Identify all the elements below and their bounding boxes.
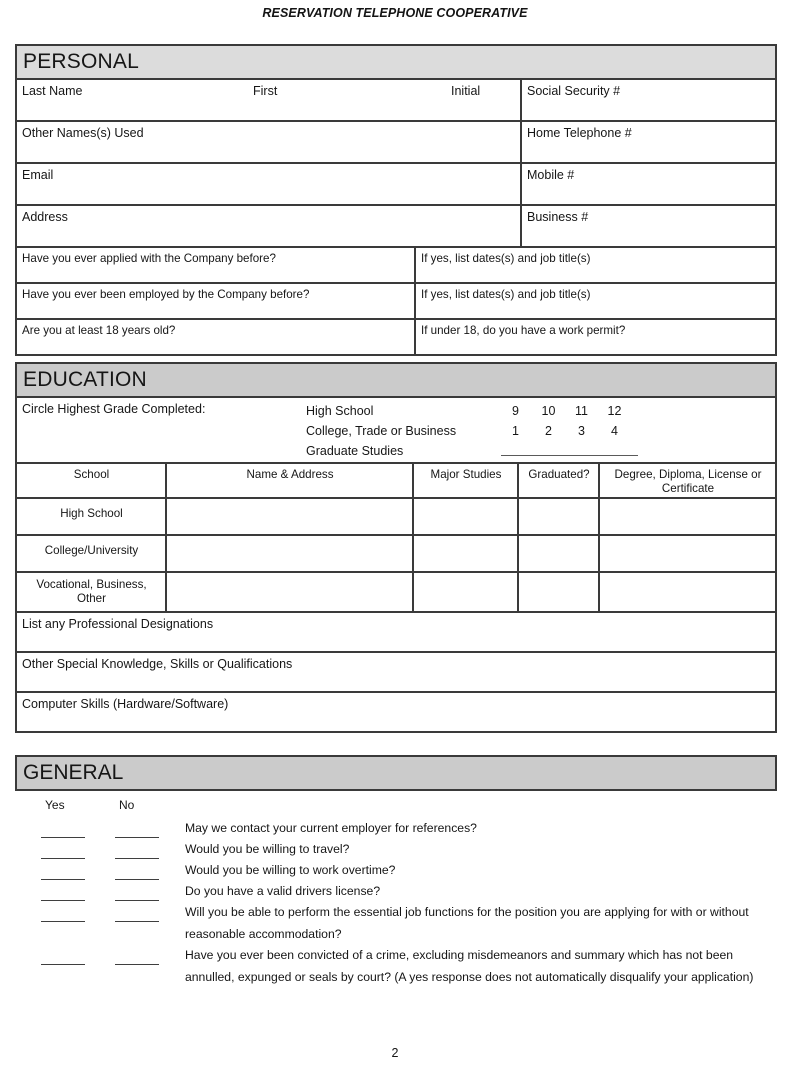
circle-grade-label: Circle Highest Grade Completed: xyxy=(22,402,206,416)
column-header-graduated: Graduated? xyxy=(517,464,598,497)
employed-before-followup-label: If yes, list dates(s) and job title(s) xyxy=(421,288,591,301)
home-telephone-label: Home Telephone # xyxy=(527,126,632,140)
table-row xyxy=(17,613,775,653)
social-security-cell[interactable] xyxy=(520,80,775,120)
employed-before-followup-cell[interactable] xyxy=(414,284,775,318)
general-question-text: Will you be able to perform the essential job functions for the position you are applying for with or without reasonable accommodation? xyxy=(185,905,749,941)
personal-section xyxy=(15,44,777,356)
no-blank[interactable] xyxy=(115,964,159,965)
general-question-text: Have you ever been convicted of a crime, excluding misdemeanors and summary which has not been annulled, expunged or seals by court? (A yes response does not automatically disqualify your application) xyxy=(185,948,754,984)
grade-level-name: High School xyxy=(306,404,374,418)
grade-value[interactable]: 2 xyxy=(545,424,552,438)
computer-skills-label: Computer Skills (Hardware/Software) xyxy=(22,697,229,711)
input-major-college[interactable] xyxy=(412,536,517,571)
age-18-label: Are you at least 18 years old? xyxy=(22,324,176,337)
table-row xyxy=(17,284,775,320)
last-name-label: Last Name xyxy=(22,84,83,98)
work-permit-label: If under 18, do you have a work permit? xyxy=(421,324,626,337)
column-header-name-address: Name & Address xyxy=(165,464,412,497)
no-blank[interactable] xyxy=(115,921,159,922)
yes-blank[interactable] xyxy=(41,858,85,859)
list-item xyxy=(15,945,777,1011)
graduate-studies-blank[interactable] xyxy=(501,455,638,456)
special-knowledge-label: Other Special Knowledge, Skills or Qualifications xyxy=(22,657,293,671)
grade-level-row xyxy=(294,422,764,442)
employed-before-label: Have you ever been employed by the Company before? xyxy=(22,288,310,301)
no-blank[interactable] xyxy=(115,837,159,838)
table-row xyxy=(17,653,775,693)
yes-blank[interactable] xyxy=(41,964,85,965)
input-major-vocational[interactable] xyxy=(412,573,517,611)
input-degree-college[interactable] xyxy=(598,536,775,571)
work-permit-cell[interactable] xyxy=(414,320,775,354)
business-label: Business # xyxy=(527,210,589,224)
grade-value[interactable]: 1 xyxy=(512,424,519,438)
initial-label: Initial xyxy=(451,84,481,98)
grade-level-values[interactable] xyxy=(499,422,631,441)
general-section-header: GENERAL xyxy=(15,755,777,791)
grade-value[interactable]: 9 xyxy=(512,404,519,418)
grade-level-row xyxy=(294,442,764,466)
computer-skills-cell[interactable] xyxy=(17,693,775,731)
document-title: RESERVATION TELEPHONE COOPERATIVE xyxy=(262,6,528,20)
input-graduated-vocational[interactable] xyxy=(517,573,598,611)
education-section xyxy=(15,362,777,733)
grade-value[interactable]: 10 xyxy=(541,404,556,418)
no-blank[interactable] xyxy=(115,900,159,901)
list-item xyxy=(15,818,777,839)
applied-before-followup-cell[interactable] xyxy=(414,248,775,282)
other-names-cell[interactable] xyxy=(17,122,520,162)
employed-before-cell[interactable] xyxy=(17,284,414,318)
applied-before-label: Have you ever applied with the Company before? xyxy=(22,252,276,265)
list-item xyxy=(15,902,777,945)
age-18-cell[interactable] xyxy=(17,320,414,354)
applied-before-followup-label: If yes, list dates(s) and job title(s) xyxy=(421,252,591,265)
mobile-label: Mobile # xyxy=(527,168,575,182)
mobile-cell[interactable] xyxy=(520,164,775,204)
email-label: Email xyxy=(22,168,54,182)
grade-value[interactable]: 12 xyxy=(607,404,622,418)
list-item xyxy=(15,881,777,902)
input-degree-vocational[interactable] xyxy=(598,573,775,611)
list-item xyxy=(15,860,777,881)
column-header-degree: Degree, Diploma, License or Certificate xyxy=(598,464,775,497)
grade-value[interactable]: 4 xyxy=(611,424,618,438)
education-table-header-row xyxy=(17,464,775,499)
table-row xyxy=(17,499,775,536)
table-row xyxy=(17,693,775,731)
other-names-label: Other Names(s) Used xyxy=(22,126,144,140)
special-knowledge-cell[interactable] xyxy=(17,653,775,691)
name-fields-cell[interactable] xyxy=(17,80,520,120)
row-label-high-school: High School xyxy=(60,507,123,520)
table-row xyxy=(17,536,775,573)
table-row xyxy=(17,122,775,164)
table-row xyxy=(17,80,775,122)
first-name-label: First xyxy=(253,84,278,98)
yes-no-column-headers xyxy=(15,798,777,818)
general-question-text: Would you be willing to work overtime? xyxy=(185,863,396,877)
social-security-label: Social Security # xyxy=(527,84,621,98)
input-major-high-school[interactable] xyxy=(412,499,517,534)
home-telephone-cell[interactable] xyxy=(520,122,775,162)
input-graduated-college[interactable] xyxy=(517,536,598,571)
yes-blank[interactable] xyxy=(41,879,85,880)
row-label-vocational: Vocational, Business, Other xyxy=(36,578,147,605)
grade-circle-block xyxy=(17,398,775,464)
grade-levels-list xyxy=(294,402,764,466)
input-degree-high-school[interactable] xyxy=(598,499,775,534)
grade-value[interactable]: 11 xyxy=(575,404,588,418)
general-questions-area xyxy=(15,798,777,1011)
no-column-label: No xyxy=(119,798,135,812)
table-row xyxy=(17,320,775,354)
no-blank[interactable] xyxy=(115,879,159,880)
yes-column-label: Yes xyxy=(45,798,65,812)
page-number: 2 xyxy=(391,1046,399,1060)
grade-level-row xyxy=(294,402,764,422)
grade-level-values[interactable] xyxy=(499,402,631,421)
yes-blank[interactable] xyxy=(41,900,85,901)
input-name-address-high-school[interactable] xyxy=(165,499,412,534)
table-row xyxy=(17,573,775,613)
applied-before-cell[interactable] xyxy=(17,248,414,282)
address-label: Address xyxy=(22,210,68,224)
column-header-major-studies: Major Studies xyxy=(412,464,517,497)
email-cell[interactable] xyxy=(17,164,520,204)
general-question-text: Do you have a valid drivers license? xyxy=(185,884,381,898)
no-blank[interactable] xyxy=(115,858,159,859)
row-label-college-university: College/University xyxy=(44,544,139,557)
table-row xyxy=(17,248,775,284)
education-section-header: EDUCATION xyxy=(17,364,775,398)
yes-blank[interactable] xyxy=(41,837,85,838)
table-row xyxy=(17,164,775,206)
grade-level-name: Graduate Studies xyxy=(306,444,404,458)
list-item xyxy=(15,839,777,860)
input-name-address-college[interactable] xyxy=(165,536,412,571)
address-cell[interactable] xyxy=(17,206,520,246)
yes-blank[interactable] xyxy=(41,921,85,922)
personal-section-header: PERSONAL xyxy=(17,46,775,80)
grade-value[interactable]: 3 xyxy=(578,424,585,438)
general-question-text: Would you be willing to travel? xyxy=(185,842,350,856)
input-graduated-high-school[interactable] xyxy=(517,499,598,534)
grade-level-name: College, Trade or Business xyxy=(306,424,457,438)
general-question-text: May we contact your current employer for references? xyxy=(185,821,477,835)
table-row xyxy=(17,206,775,248)
professional-designations-label: List any Professional Designations xyxy=(22,617,214,631)
professional-designations-cell[interactable] xyxy=(17,613,775,651)
column-header-school: School xyxy=(73,468,110,481)
input-name-address-vocational[interactable] xyxy=(165,573,412,611)
business-cell[interactable] xyxy=(520,206,775,246)
